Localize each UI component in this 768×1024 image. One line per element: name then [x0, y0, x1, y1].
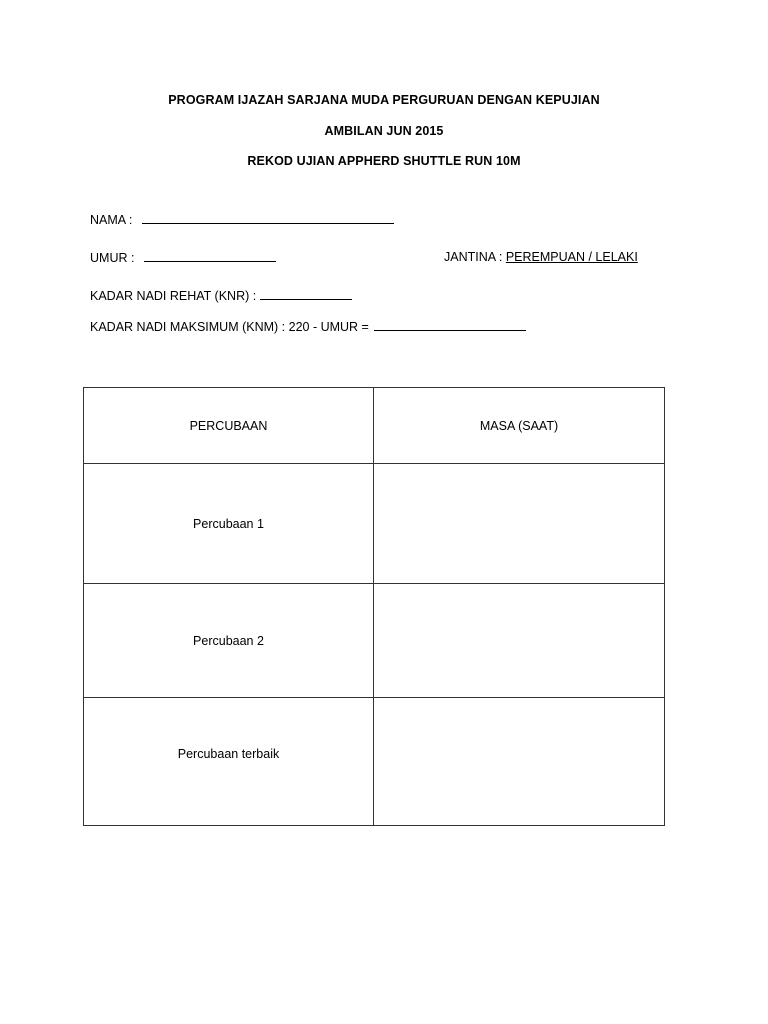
table-row [84, 584, 665, 698]
time-cell[interactable] [374, 584, 665, 698]
trial-label: Percubaan 1 [193, 516, 264, 531]
jantina-row [444, 250, 638, 264]
time-cell[interactable] [374, 464, 665, 584]
table-row [84, 698, 665, 826]
jantina-label: JANTINA : [444, 250, 503, 264]
trial-label: Percubaan terbaik [177, 746, 280, 761]
knr-field[interactable] [260, 288, 352, 300]
trial-cell [84, 464, 374, 584]
table-header-row [84, 388, 665, 464]
knm-label: KADAR NADI MAKSIMUM (KNM) : 220 - UMUR = [90, 320, 369, 334]
trial-cell [84, 584, 374, 698]
trial-cell [84, 698, 374, 826]
umur-row [90, 250, 276, 265]
table-row [84, 464, 665, 584]
jantina-options[interactable]: PEREMPUAN / LELAKI [505, 250, 638, 264]
nama-label: NAMA : [90, 213, 133, 227]
umur-field[interactable] [144, 250, 276, 262]
knr-label: KADAR NADI REHAT (KNR) : [90, 289, 257, 303]
intake-title: AMBILAN JUN 2015 [324, 124, 444, 138]
time-cell[interactable] [374, 698, 665, 826]
test-record-title: REKOD UJIAN APPHERD SHUTTLE RUN 10M [247, 154, 521, 168]
trial-label: Percubaan 2 [193, 633, 264, 648]
program-title: PROGRAM IJAZAH SARJANA MUDA PERGURUAN DENGAN KEPUJIAN [168, 93, 600, 107]
knm-row [90, 319, 526, 334]
knr-row [90, 288, 352, 303]
knm-field[interactable] [374, 319, 526, 331]
header-percubaan: PERCUBAAN [84, 388, 374, 464]
header-masa: MASA (SAAT) [374, 388, 665, 464]
record-table [83, 387, 665, 826]
umur-label: UMUR : [90, 251, 135, 265]
nama-field[interactable] [142, 212, 394, 224]
nama-row [90, 212, 394, 227]
